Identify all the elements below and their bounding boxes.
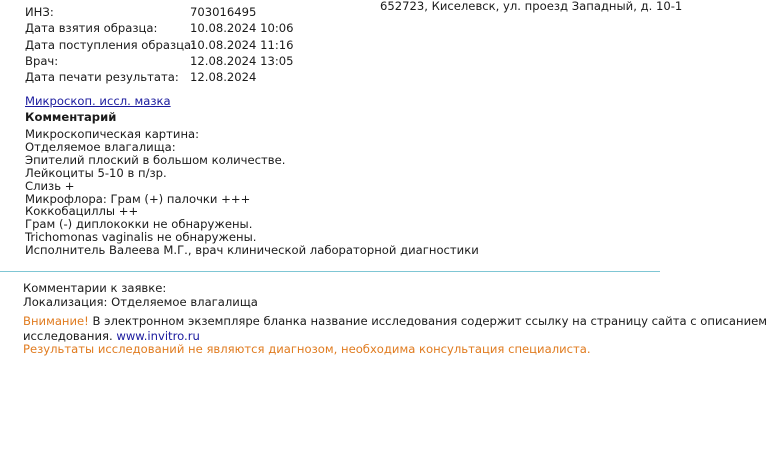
test-name-link[interactable]: Микроскоп. иссл. мазка [25, 94, 171, 108]
doctor-value: 12.08.2024 13:05 [190, 54, 294, 68]
comment-line: Отделяемое влагалища: [25, 139, 176, 154]
sample-taken-label: Дата взятия образца: [25, 21, 158, 35]
comment-line: Микроскопическая картина: [25, 127, 200, 141]
section-divider [0, 271, 660, 272]
electronic-notice [23, 314, 767, 343]
sample-received-value: 10.08.2024 11:16 [190, 38, 294, 52]
sample-taken-value: 10.08.2024 10:06 [190, 21, 294, 35]
notice-text: В электронном экземпляре бланка название исследования содержит ссылку на страницу сайта с описанием [88, 314, 767, 328]
comment-line: Эпителий плоский в большом количестве. [25, 152, 286, 167]
print-date-label: Дата печати результата: [25, 70, 179, 84]
inz-label: ИНЗ: [25, 5, 54, 19]
comment-heading: Комментарий [25, 110, 117, 124]
comment-line: Коккобациллы ++ [25, 204, 139, 219]
comment-line: Микрофлора: Грам (+) палочки +++ [25, 191, 251, 206]
comment-line: Trichomonas vaginalis не обнаружены. [25, 230, 257, 245]
diagnosis-disclaimer: Результаты исследований не являются диагнозом, необходима консультация специалиста. [23, 342, 591, 356]
doctor-label: Врач: [25, 54, 59, 68]
localization-text: Локализация: Отделяемое влагалища [23, 295, 258, 309]
performer-line: Исполнитель Валеева М.Г., врач клинической лабораторной диагностики [25, 243, 479, 258]
sample-received-label: Дата поступления образца: [25, 38, 196, 52]
warning-word: Внимание! [23, 314, 89, 328]
comment-line: Слизь + [25, 178, 75, 193]
print-date-value: 12.08.2024 [190, 70, 257, 84]
comment-line: Лейкоциты 5-10 в п/зр. [25, 165, 167, 180]
inz-value: 703016495 [190, 5, 257, 19]
notice-text-continued: исследования. [23, 328, 117, 343]
comment-body [25, 128, 479, 257]
request-comments [23, 281, 258, 309]
request-comments-label: Комментарии к заявке: [23, 281, 167, 295]
comment-line: Грам (-) диплококки не обнаружены. [25, 217, 253, 232]
invitro-link[interactable]: www.invitro.ru [116, 328, 200, 343]
lab-address: 652723, Киселевск, ул. проезд Западный, д. 10-1 [380, 0, 683, 13]
